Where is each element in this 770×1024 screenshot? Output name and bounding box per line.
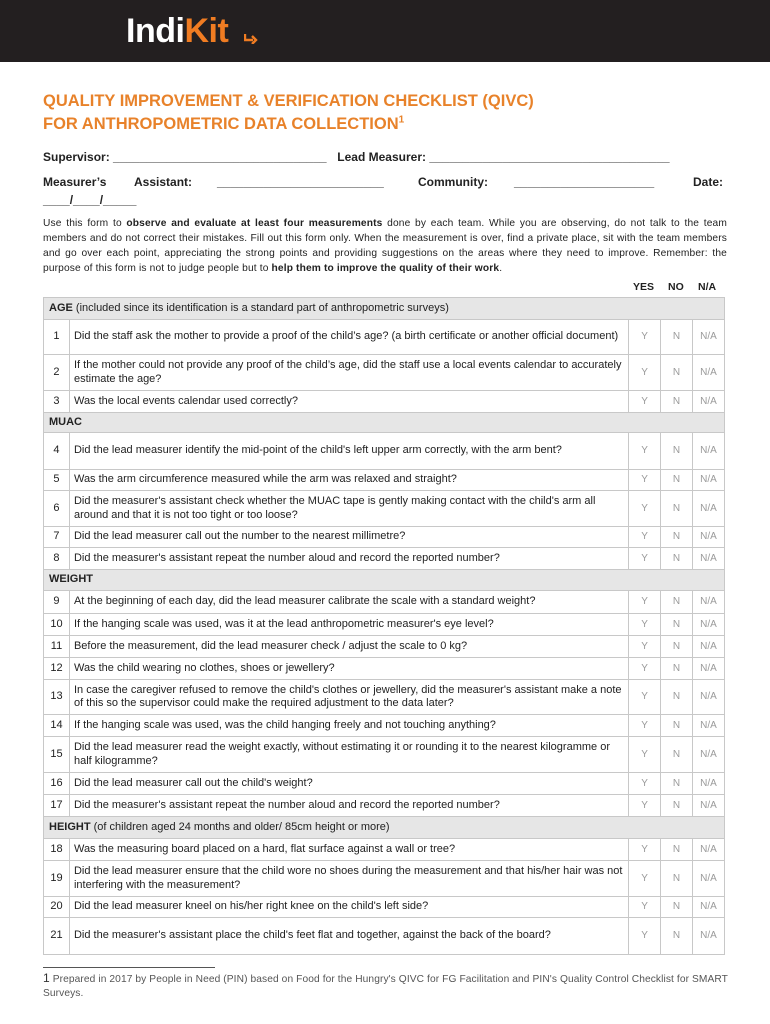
option-na[interactable]: N/A bbox=[693, 391, 725, 413]
question-row bbox=[44, 527, 725, 548]
option-na[interactable]: N/A bbox=[693, 897, 725, 918]
question-number: 20 bbox=[44, 897, 70, 918]
column-no: NO bbox=[668, 281, 684, 293]
option-no[interactable]: N bbox=[661, 636, 693, 658]
question-text: Did the measurer's assistant place the child's feet flat and together, against the back of the board? bbox=[69, 918, 628, 955]
question-number: 16 bbox=[44, 773, 70, 795]
question-number: 3 bbox=[44, 391, 70, 413]
question-text: In case the caregiver refused to remove the child's clothes or jewellery, did the measurer's assistant make a note of this so the supervisor could make the required adjustment to the data later? bbox=[69, 680, 628, 715]
supervisor-line bbox=[43, 150, 670, 164]
option-no[interactable]: N bbox=[661, 548, 693, 570]
section-title: AGE (included since its identification is a standard part of anthropometric surveys) bbox=[44, 298, 725, 320]
assistant-field[interactable]: _________________________ bbox=[217, 175, 384, 189]
option-no[interactable]: N bbox=[661, 491, 693, 527]
section-header-weight bbox=[44, 570, 725, 591]
option-no[interactable]: N bbox=[661, 470, 693, 491]
option-yes[interactable]: Y bbox=[629, 470, 661, 491]
question-number: 8 bbox=[44, 548, 70, 570]
option-na[interactable]: N/A bbox=[693, 527, 725, 548]
question-text: Did the lead measurer read the weight exactly, without estimating it or rounding it to the nearest kilogramme or half kilogramme? bbox=[69, 737, 628, 773]
option-yes[interactable]: Y bbox=[629, 433, 661, 470]
question-number: 21 bbox=[44, 918, 70, 955]
section-title: WEIGHT bbox=[44, 570, 725, 591]
option-no[interactable]: N bbox=[661, 737, 693, 773]
option-yes[interactable]: Y bbox=[629, 737, 661, 773]
option-yes[interactable]: Y bbox=[629, 897, 661, 918]
option-no[interactable]: N bbox=[661, 918, 693, 955]
question-row bbox=[44, 839, 725, 861]
community-field[interactable]: _____________________ bbox=[514, 175, 655, 189]
question-number: 13 bbox=[44, 680, 70, 715]
option-na[interactable]: N/A bbox=[693, 320, 725, 355]
question-row bbox=[44, 391, 725, 413]
option-na[interactable]: N/A bbox=[693, 861, 725, 897]
question-number: 10 bbox=[44, 614, 70, 636]
question-number: 4 bbox=[44, 433, 70, 470]
section-title: MUAC bbox=[44, 413, 725, 433]
option-na[interactable]: N/A bbox=[693, 918, 725, 955]
question-number: 17 bbox=[44, 795, 70, 817]
option-na[interactable]: N/A bbox=[693, 715, 725, 737]
option-na[interactable]: N/A bbox=[693, 839, 725, 861]
column-na: N/A bbox=[698, 281, 717, 293]
question-text: Did the measurer's assistant repeat the number aloud and record the reported number? bbox=[69, 548, 628, 570]
question-text: Before the measurement, did the lead measurer check / adjust the scale to 0 kg? bbox=[69, 636, 628, 658]
option-na[interactable]: N/A bbox=[693, 548, 725, 570]
option-yes[interactable]: Y bbox=[629, 918, 661, 955]
supervisor-field[interactable]: Supervisor: ________________________________ bbox=[43, 150, 327, 164]
option-yes[interactable]: Y bbox=[629, 491, 661, 527]
date-field[interactable]: ____/____/_____ bbox=[43, 193, 137, 207]
option-no[interactable]: N bbox=[661, 320, 693, 355]
option-yes[interactable]: Y bbox=[629, 773, 661, 795]
option-yes[interactable]: Y bbox=[629, 614, 661, 636]
question-row bbox=[44, 355, 725, 391]
option-na[interactable]: N/A bbox=[693, 491, 725, 527]
option-na[interactable]: N/A bbox=[693, 737, 725, 773]
option-na[interactable]: N/A bbox=[693, 470, 725, 491]
question-number: 18 bbox=[44, 839, 70, 861]
instructions: Use this form to observe and evaluate at least four measurements done by each team. While you are observing, do not talk to the team members and do not correct their mistakes. Fill out this form only. When the measurement is over, find a private place, sit with the team members and go over each point, appreciating the strong points and providing suggestions on the areas where they need to improve. Remember: the purpose of this form is not to judge people but to help them to improve the quality of their work. bbox=[43, 218, 727, 274]
option-yes[interactable]: Y bbox=[629, 861, 661, 897]
question-row bbox=[44, 548, 725, 570]
option-na[interactable]: N/A bbox=[693, 591, 725, 614]
question-number: 19 bbox=[44, 861, 70, 897]
option-yes[interactable]: Y bbox=[629, 320, 661, 355]
question-text: Did the lead measurer call out the child's weight? bbox=[69, 773, 628, 795]
option-na[interactable]: N/A bbox=[693, 636, 725, 658]
option-no[interactable]: N bbox=[661, 680, 693, 715]
question-number: 15 bbox=[44, 737, 70, 773]
question-row bbox=[44, 433, 725, 470]
header-bar bbox=[0, 0, 770, 62]
option-no[interactable]: N bbox=[661, 614, 693, 636]
question-text: Was the measuring board placed on a hard, flat surface against a wall or tree? bbox=[69, 839, 628, 861]
footnote: 1 Prepared in 2017 by People in Need (PIN) based on Food for the Hungry's QIVC for FG Facilitation and PIN's Quality Control Checklist for SMART Surveys. bbox=[43, 971, 728, 999]
section-header-muac bbox=[44, 413, 725, 433]
column-yes: YES bbox=[633, 281, 655, 293]
checklist-table bbox=[43, 297, 725, 955]
question-row bbox=[44, 737, 725, 773]
question-text: If the mother could not provide any proof of the child’s age, did the staff use a local events calendar to accurately estimate the age? bbox=[69, 355, 628, 391]
assistant-label: Assistant: bbox=[134, 175, 193, 189]
question-text: Did the staff ask the mother to provide a proof of the child’s age? (a birth certificate or another official document) bbox=[69, 320, 628, 355]
section-header-height bbox=[44, 817, 725, 839]
question-text: Did the measurer's assistant repeat the number aloud and record the reported number? bbox=[69, 795, 628, 817]
question-number: 1 bbox=[44, 320, 70, 355]
question-text: Did the lead measurer ensure that the child wore no shoes during the measurement and that his/her hair was not interfering with the measurement? bbox=[69, 861, 628, 897]
question-text: Did the lead measurer identify the mid-point of the child's left upper arm correctly, with the arm bent? bbox=[69, 433, 628, 470]
question-number: 5 bbox=[44, 470, 70, 491]
section-header-age bbox=[44, 298, 725, 320]
option-na[interactable]: N/A bbox=[693, 680, 725, 715]
option-no[interactable]: N bbox=[661, 658, 693, 680]
option-yes[interactable]: Y bbox=[629, 715, 661, 737]
question-number: 2 bbox=[44, 355, 70, 391]
question-row bbox=[44, 636, 725, 658]
option-yes[interactable]: Y bbox=[629, 355, 661, 391]
date-label: Date: bbox=[693, 175, 724, 189]
question-row bbox=[44, 773, 725, 795]
option-yes[interactable]: Y bbox=[629, 680, 661, 715]
question-number: 12 bbox=[44, 658, 70, 680]
lead-measurer-field[interactable]: Lead Measurer: ____________________________________ bbox=[337, 150, 670, 164]
question-row bbox=[44, 795, 725, 817]
question-row bbox=[44, 680, 725, 715]
question-row bbox=[44, 470, 725, 491]
section-title: HEIGHT (of children aged 24 months and older/ 85cm height or more) bbox=[44, 817, 725, 839]
option-na[interactable]: N/A bbox=[693, 795, 725, 817]
option-no[interactable]: N bbox=[661, 839, 693, 861]
question-row bbox=[44, 491, 725, 527]
option-no[interactable]: N bbox=[661, 355, 693, 391]
question-text: Did the measurer's assistant check whether the MUAC tape is gently making contact with the child's arm all around and that it is not too tight or too loose? bbox=[69, 491, 628, 527]
footnote-rule bbox=[43, 967, 215, 968]
option-no[interactable]: N bbox=[661, 391, 693, 413]
question-text: If the hanging scale was used, was it at the lead anthropometric measurer's eye level? bbox=[69, 614, 628, 636]
question-row bbox=[44, 897, 725, 918]
option-no[interactable]: N bbox=[661, 861, 693, 897]
option-yes[interactable]: Y bbox=[629, 527, 661, 548]
option-no[interactable]: N bbox=[661, 433, 693, 470]
option-no[interactable]: N bbox=[661, 897, 693, 918]
question-row bbox=[44, 658, 725, 680]
question-number: 6 bbox=[44, 491, 70, 527]
question-row bbox=[44, 614, 725, 636]
option-na[interactable]: N/A bbox=[693, 433, 725, 470]
question-row bbox=[44, 861, 725, 897]
question-number: 11 bbox=[44, 636, 70, 658]
question-text: If the hanging scale was used, was the child hanging freely and not touching anything? bbox=[69, 715, 628, 737]
option-yes[interactable]: Y bbox=[629, 636, 661, 658]
page-title: QUALITY IMPROVEMENT & VERIFICATION CHECKLIST (QIVC) FOR ANTHROPOMETRIC DATA COLLECTION$^1$ bbox=[43, 92, 534, 133]
option-no[interactable]: N bbox=[661, 795, 693, 817]
question-text: Was the child wearing no clothes, shoes or jewellery? bbox=[69, 658, 628, 680]
question-text: Was the arm circumference measured while the arm was relaxed and straight? bbox=[69, 470, 628, 491]
option-yes[interactable]: Y bbox=[629, 591, 661, 614]
option-na[interactable]: N/A bbox=[693, 614, 725, 636]
question-text: Did the lead measurer kneel on his/her right knee on the child's left side? bbox=[69, 897, 628, 918]
question-row bbox=[44, 918, 725, 955]
question-text: At the beginning of each day, did the lead measurer calibrate the scale with a standard weight? bbox=[69, 591, 628, 614]
question-text: Was the local events calendar used correctly? bbox=[69, 391, 628, 413]
question-text: Did the lead measurer call out the number to the nearest millimetre? bbox=[69, 527, 628, 548]
option-yes[interactable]: Y bbox=[629, 548, 661, 570]
measurers-label: Measurer’s bbox=[43, 175, 107, 189]
question-row bbox=[44, 591, 725, 614]
question-number: 9 bbox=[44, 591, 70, 614]
question-row bbox=[44, 320, 725, 355]
logo-arrow-icon bbox=[244, 30, 258, 44]
option-yes[interactable]: Y bbox=[629, 391, 661, 413]
option-yes[interactable]: Y bbox=[629, 839, 661, 861]
option-na[interactable]: N/A bbox=[693, 773, 725, 795]
question-number: 14 bbox=[44, 715, 70, 737]
community-label: Community: bbox=[418, 175, 488, 189]
option-no[interactable]: N bbox=[661, 715, 693, 737]
option-na[interactable]: N/A bbox=[693, 658, 725, 680]
indikit-logo: IndiKit bbox=[126, 12, 229, 50]
question-row bbox=[44, 715, 725, 737]
option-na[interactable]: N/A bbox=[693, 355, 725, 391]
option-yes[interactable]: Y bbox=[629, 658, 661, 680]
option-no[interactable]: N bbox=[661, 591, 693, 614]
question-number: 7 bbox=[44, 527, 70, 548]
option-no[interactable]: N bbox=[661, 773, 693, 795]
option-yes[interactable]: Y bbox=[629, 795, 661, 817]
option-no[interactable]: N bbox=[661, 527, 693, 548]
